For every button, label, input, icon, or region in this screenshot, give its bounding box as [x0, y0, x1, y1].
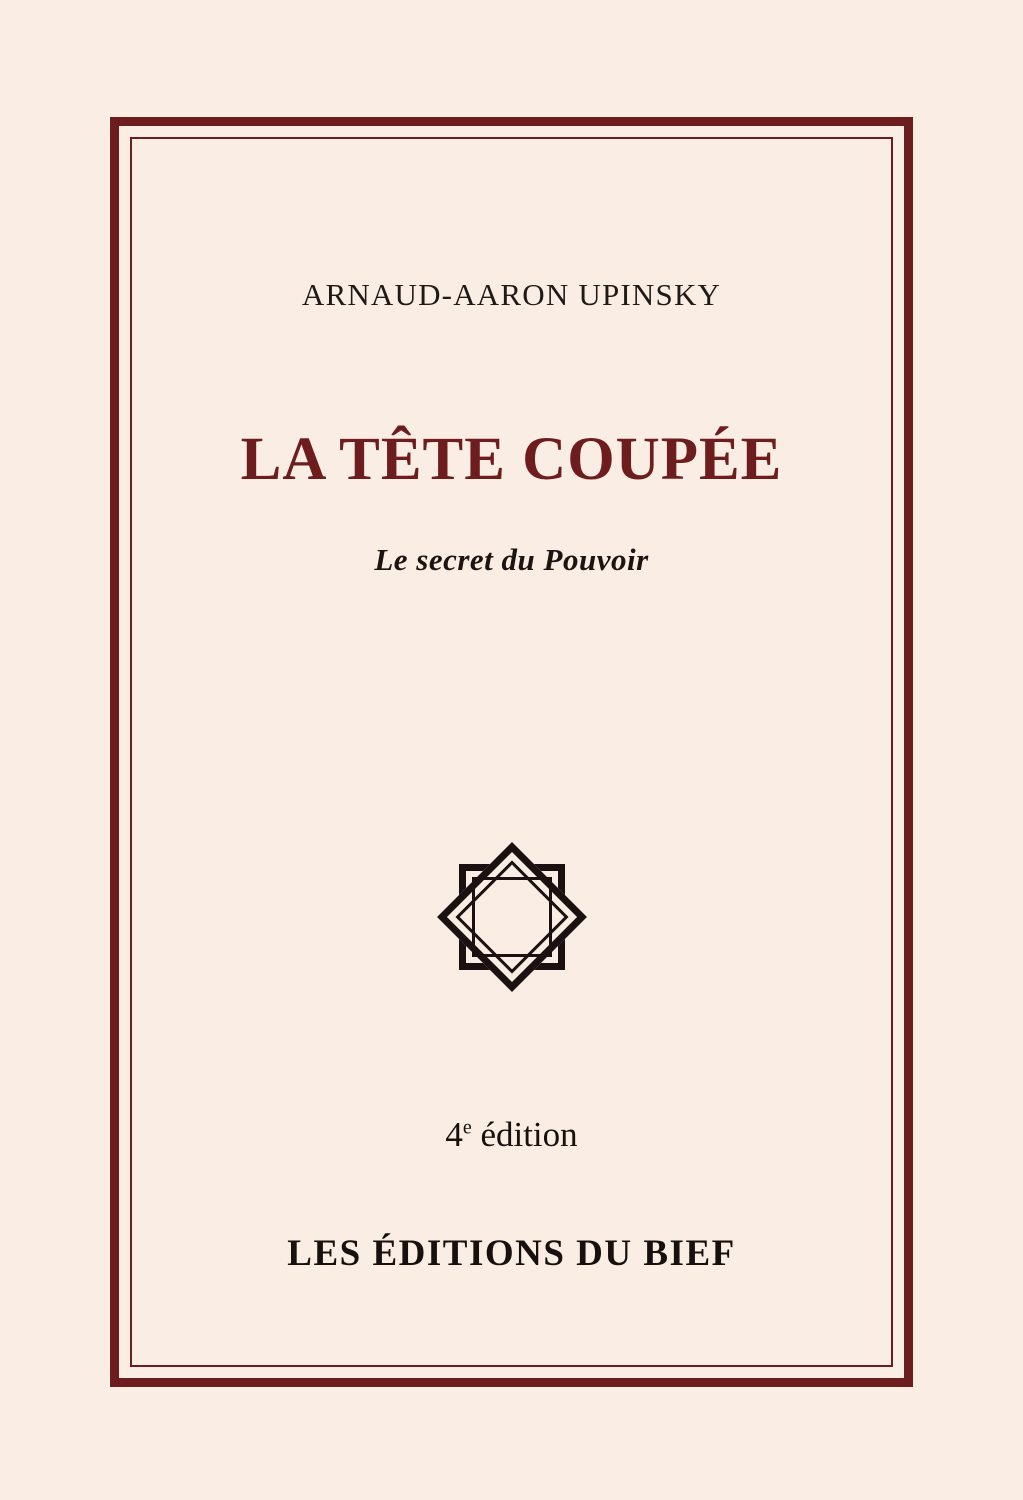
- book-title: LA TÊTE COUPÉE: [240, 426, 783, 493]
- edition-ordinal-suffix: e: [462, 1116, 472, 1139]
- edition-statement: [130, 1115, 893, 1155]
- eight-pointed-star-icon: [432, 837, 592, 997]
- publisher-name: LES ÉDITIONS DU BIEF: [287, 1233, 736, 1274]
- edition-number: 4: [445, 1115, 463, 1154]
- book-subtitle: Le secret du Pouvoir: [374, 542, 649, 577]
- author-name: ARNAUD-AARON UPINSKY: [301, 277, 722, 312]
- cover-content: [130, 137, 893, 1367]
- edition-label: édition: [471, 1115, 578, 1154]
